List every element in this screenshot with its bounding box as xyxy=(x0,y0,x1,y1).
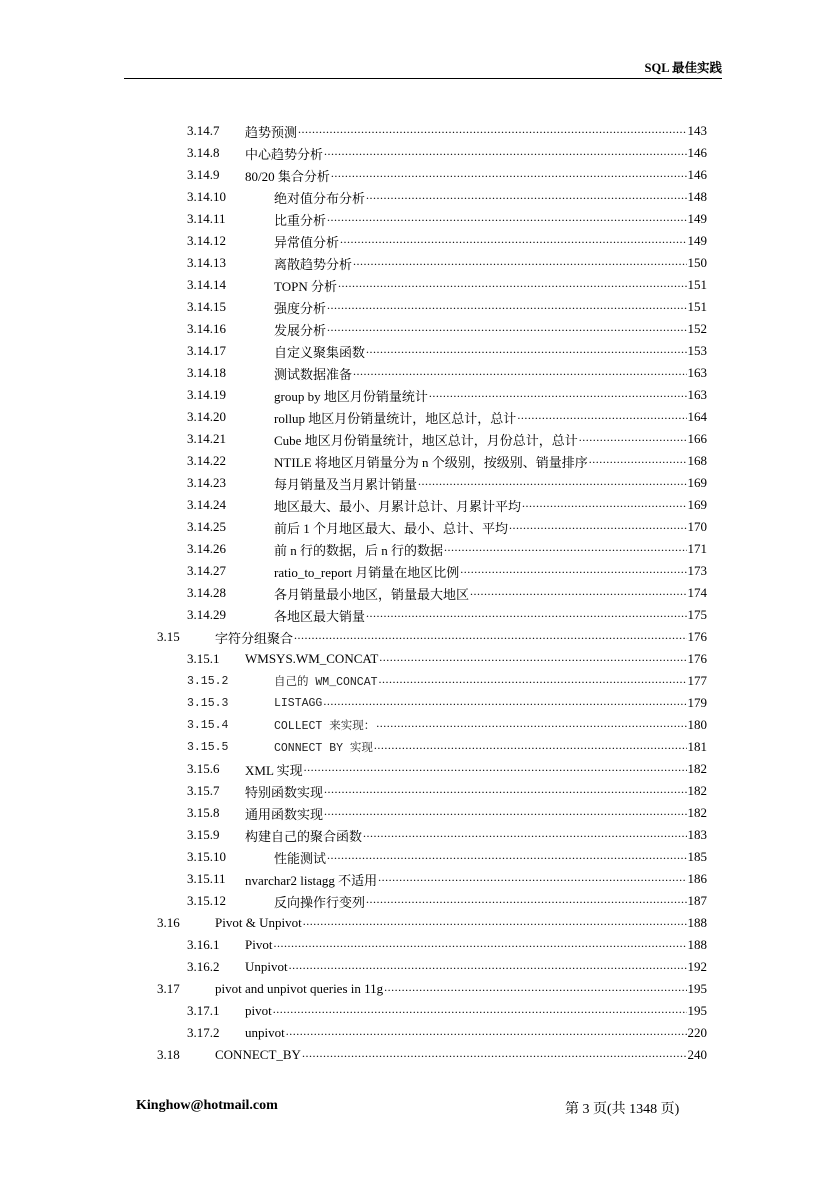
toc-dot-leader xyxy=(444,542,686,556)
toc-entry[interactable] xyxy=(0,406,834,428)
toc-entry-number: 3.14.10 xyxy=(187,189,226,204)
toc-dot-leader xyxy=(429,388,687,402)
toc-entry-number: 3.15.5 xyxy=(187,740,229,754)
toc-entry-number: 3.15.10 xyxy=(187,849,226,864)
toc-dot-leader xyxy=(384,982,686,996)
toc-entry-page: 220 xyxy=(687,1025,707,1040)
toc-entry-page: 188 xyxy=(687,937,707,952)
toc-entry-page: 187 xyxy=(687,893,707,908)
toc-entry-title: 自己的 WM_CONCAT xyxy=(274,676,378,689)
toc-dot-leader xyxy=(378,872,686,886)
toc-entry[interactable] xyxy=(0,1022,834,1044)
toc-entry-title: 通用函数实现 xyxy=(245,806,324,822)
toc-entry-number: 3.14.9 xyxy=(187,167,220,182)
toc-dot-leader xyxy=(294,630,686,644)
toc-entry-page: 183 xyxy=(687,827,707,842)
toc-entry-number: 3.14.12 xyxy=(187,233,226,248)
toc-entry[interactable] xyxy=(0,736,834,758)
toc-entry-number: 3.14.24 xyxy=(187,497,226,512)
toc-entry-page: 185 xyxy=(687,849,707,864)
toc-dot-leader xyxy=(374,740,687,754)
toc-entry[interactable] xyxy=(0,604,834,626)
toc-entry[interactable] xyxy=(0,560,834,582)
toc-entry-title: 自定义聚集函数 xyxy=(274,344,366,360)
toc-entry-title: pivot xyxy=(245,1003,272,1018)
toc-entry-number: 3.15.6 xyxy=(187,761,220,776)
toc-entry-page: 153 xyxy=(687,343,707,358)
toc-entry[interactable] xyxy=(0,230,834,252)
toc-entry[interactable] xyxy=(0,538,834,560)
toc-entry-title: rollup 地区月份销量统计，地区总计，总计 xyxy=(274,410,517,426)
toc-dot-leader xyxy=(366,344,686,358)
toc-entry-page: 148 xyxy=(687,189,707,204)
toc-dot-leader xyxy=(366,608,686,622)
toc-entry-title: 地区最大、最小、月累计总计、月累计平均 xyxy=(274,498,522,514)
toc-entry-title: Unpivot xyxy=(245,959,288,974)
footer-page-info: 第 3 页(共 1348 页) xyxy=(565,1102,680,1117)
toc-entry-title: nvarchar2 listagg 不适用 xyxy=(245,872,378,888)
toc-entry-page: 149 xyxy=(687,211,707,226)
toc-dot-leader xyxy=(363,828,686,842)
toc-entry-page: 170 xyxy=(687,519,707,534)
toc-entry-title-line xyxy=(274,584,707,603)
toc-entry-page: 163 xyxy=(687,387,707,402)
toc-entry-page: 173 xyxy=(687,563,707,578)
toc-entry[interactable] xyxy=(0,516,834,538)
toc-entry-page: 182 xyxy=(687,761,707,776)
toc-entry-number: 3.18 xyxy=(157,1047,180,1062)
toc-entry[interactable] xyxy=(0,648,834,670)
toc-dot-leader xyxy=(327,850,686,864)
toc-entry[interactable] xyxy=(0,274,834,296)
toc-entry-title-line xyxy=(274,386,707,405)
toc-entry-number: 3.14.8 xyxy=(187,145,220,160)
toc-entry-page: 180 xyxy=(687,717,707,732)
toc-dot-leader xyxy=(418,476,686,490)
toc-entry[interactable] xyxy=(0,934,834,956)
toc-entry-page: 240 xyxy=(687,1047,707,1062)
toc-entry-title: 字符分组聚合 xyxy=(215,630,294,646)
toc-entry[interactable] xyxy=(0,296,834,318)
toc-entry-title: TOPN 分析 xyxy=(274,278,337,294)
toc-entry[interactable] xyxy=(0,384,834,406)
toc-entry-page: 188 xyxy=(687,915,707,930)
toc-entry-title: Cube 地区月份销量统计，地区总计，月份总计，总计 xyxy=(274,432,578,448)
toc-entry-number: 3.14.22 xyxy=(187,453,226,468)
toc-entry-title-line xyxy=(274,739,707,755)
toc-entry[interactable] xyxy=(0,208,834,230)
toc-entry-page: 182 xyxy=(687,783,707,798)
toc-entry[interactable] xyxy=(0,626,834,648)
toc-entry-page: 175 xyxy=(687,607,707,622)
toc-entry-number: 3.14.28 xyxy=(187,585,226,600)
toc-entry-number: 3.15.9 xyxy=(187,827,220,842)
toc-entry-title-line xyxy=(215,915,707,931)
toc-dot-leader xyxy=(517,410,686,424)
toc-entry-title-line xyxy=(274,232,707,251)
toc-entry-number: 3.14.15 xyxy=(187,299,226,314)
toc-entry-page: 176 xyxy=(687,629,707,644)
toc-entry-number: 3.14.27 xyxy=(187,563,226,578)
toc-entry-number: 3.14.19 xyxy=(187,387,226,402)
toc-entry-title-line xyxy=(274,430,707,449)
toc-entry-number: 3.14.25 xyxy=(187,519,226,534)
toc-entry-title: 性能测试 xyxy=(274,850,327,866)
toc-dot-leader xyxy=(470,586,686,600)
toc-entry[interactable] xyxy=(0,956,834,978)
toc-entry-title: 各月销量最小地区，销量最大地区 xyxy=(274,586,470,602)
toc-entry-title-line xyxy=(274,518,707,537)
toc-entry[interactable] xyxy=(0,164,834,186)
footer-email: Kinghow@hotmail.com xyxy=(136,1098,278,1113)
toc-entry-number: 3.16.1 xyxy=(187,937,220,952)
toc-entry-page: 169 xyxy=(687,497,707,512)
toc-dot-leader xyxy=(331,168,687,182)
toc-entry-title-line xyxy=(245,651,707,667)
toc-entry-page: 163 xyxy=(687,365,707,380)
toc-entry-number: 3.14.7 xyxy=(187,123,220,138)
toc-entry[interactable] xyxy=(0,120,834,142)
toc-entry-title-line xyxy=(274,606,707,625)
toc-entry[interactable] xyxy=(0,142,834,164)
toc-entry-title: 趋势预测 xyxy=(245,124,298,140)
toc-dot-leader xyxy=(327,322,686,336)
toc-entry-title: 发展分析 xyxy=(274,322,327,338)
toc-entry-page: 166 xyxy=(687,431,707,446)
toc-entry-title-line xyxy=(215,1047,707,1063)
toc-entry-title-line xyxy=(274,892,707,911)
header-rule xyxy=(124,78,722,79)
toc-dot-leader xyxy=(327,300,686,314)
toc-dot-leader xyxy=(340,234,686,248)
toc-dot-leader xyxy=(289,960,687,974)
toc-entry-title-line xyxy=(274,717,707,733)
toc-entry[interactable] xyxy=(0,780,834,802)
toc-entry-title-line xyxy=(274,320,707,339)
toc-entry-page: 143 xyxy=(687,123,707,138)
toc-entry-title: 前后 1 个月地区最大、最小、总计、平均 xyxy=(274,520,509,536)
toc-entry-title-line xyxy=(245,959,707,975)
toc-entry-title: pivot and unpivot queries in 11g xyxy=(215,981,384,996)
toc-entry-page: 152 xyxy=(687,321,707,336)
toc-entry-title: NTILE 将地区月销量分为 n 个级别，按级别、销量排序 xyxy=(274,454,588,470)
toc-entry-title: 异常值分析 xyxy=(274,234,340,250)
toc-dot-leader xyxy=(353,256,686,270)
toc-entry[interactable] xyxy=(0,340,834,362)
toc-entry-number: 3.17 xyxy=(157,981,180,996)
toc-entry-page: 151 xyxy=(687,299,707,314)
toc-dot-leader xyxy=(286,1026,687,1040)
toc-entry-title-line xyxy=(245,166,707,185)
toc-entry[interactable] xyxy=(0,1000,834,1022)
toc-entry[interactable] xyxy=(0,846,834,868)
toc-entry-number: 3.15.1 xyxy=(187,651,220,666)
toc-entry-title: 反向操作行变列 xyxy=(274,894,366,910)
toc-dot-leader xyxy=(273,938,686,952)
toc-entry[interactable] xyxy=(0,802,834,824)
toc-entry[interactable] xyxy=(0,692,834,714)
toc-dot-leader xyxy=(323,696,686,710)
toc-entry-page: 150 xyxy=(687,255,707,270)
toc-dot-leader xyxy=(298,124,686,138)
toc-entry-page: 174 xyxy=(687,585,707,600)
toc-dot-leader xyxy=(376,718,686,732)
toc-entry-title: 中心趋势分析 xyxy=(245,146,324,162)
toc-entry-number: 3.15.8 xyxy=(187,805,220,820)
toc-entry-title: unpivot xyxy=(245,1025,285,1040)
toc-entry-title-line xyxy=(274,342,707,361)
toc-entry-title: 前 n 行的数据，后 n 行的数据 xyxy=(274,542,444,558)
toc-entry[interactable] xyxy=(0,890,834,912)
toc-entry[interactable] xyxy=(0,670,834,692)
toc-entry-title-line xyxy=(274,408,707,427)
toc-entry-title-line xyxy=(245,144,707,163)
toc-entry-title-line xyxy=(274,496,707,515)
toc-entry[interactable] xyxy=(0,912,834,934)
toc-entry-title: CONNECT_BY xyxy=(215,1047,301,1062)
toc-entry-number: 3.14.17 xyxy=(187,343,226,358)
toc-entry-number: 3.14.29 xyxy=(187,607,226,622)
toc-entry-number: 3.16.2 xyxy=(187,959,220,974)
toc-entry-number: 3.15.11 xyxy=(187,871,226,886)
toc-entry-page: 149 xyxy=(687,233,707,248)
toc-entry-page: 146 xyxy=(687,167,707,182)
toc-entry-title-line xyxy=(274,848,707,867)
toc-entry-number: 3.14.14 xyxy=(187,277,226,292)
toc-dot-leader xyxy=(327,212,686,226)
toc-entry[interactable] xyxy=(0,318,834,340)
toc-entry-page: 195 xyxy=(687,981,707,996)
toc-entry-number: 3.14.26 xyxy=(187,541,226,556)
toc-entry-number: 3.14.18 xyxy=(187,365,226,380)
toc-entry-number: 3.17.2 xyxy=(187,1025,220,1040)
toc-entry-number: 3.14.11 xyxy=(187,211,226,226)
toc-entry-title-line xyxy=(274,452,707,471)
toc-entry-number: 3.15.3 xyxy=(187,696,229,710)
toc-entry-page: 164 xyxy=(687,409,707,424)
toc-entry-title: LISTAGG xyxy=(274,696,323,710)
toc-entry-number: 3.15.7 xyxy=(187,783,220,798)
toc-entry-page: 181 xyxy=(687,739,707,754)
toc-entry-title: Pivot & Unpivot xyxy=(215,915,302,930)
toc-entry[interactable] xyxy=(0,362,834,384)
toc-dot-leader xyxy=(304,762,687,776)
toc-dot-leader xyxy=(353,366,686,380)
toc-entry-page: 168 xyxy=(687,453,707,468)
toc-dot-leader xyxy=(379,652,686,666)
toc-entry-title: group by 地区月份销量统计 xyxy=(274,388,428,404)
toc-entry-title: WMSYS.WM_CONCAT xyxy=(245,651,379,666)
toc-entry-title-line xyxy=(274,695,707,711)
toc-dot-leader xyxy=(509,520,686,534)
toc-entry-page: 192 xyxy=(687,959,707,974)
toc-entry-title: CONNECT BY 实现 xyxy=(274,742,373,755)
toc-entry[interactable] xyxy=(0,582,834,604)
toc-entry[interactable] xyxy=(0,428,834,450)
toc-dot-leader xyxy=(324,784,686,798)
toc-entry-title: 强度分析 xyxy=(274,300,327,316)
toc-entry[interactable] xyxy=(0,450,834,472)
toc-entry-title: 每月销量及当月累计销量 xyxy=(274,476,418,492)
toc-entry-number: 3.14.21 xyxy=(187,431,226,446)
toc-entry-title-line xyxy=(245,870,707,889)
toc-dot-leader xyxy=(302,1048,687,1062)
toc-entry-title: COLLECT 来实现： xyxy=(274,720,376,733)
toc-entry-title-line xyxy=(274,276,707,295)
toc-dot-leader xyxy=(366,190,686,204)
toc-entry-page: 179 xyxy=(687,695,707,710)
toc-entry-title-line xyxy=(274,474,707,493)
toc-dot-leader xyxy=(460,564,686,578)
toc-entry-title-line xyxy=(274,298,707,317)
toc-entry-title-line xyxy=(245,1025,707,1041)
toc-entry-page: 186 xyxy=(687,871,707,886)
toc-entry-title-line xyxy=(274,254,707,273)
toc-entry-title-line xyxy=(215,628,707,647)
toc-entry-title-line xyxy=(245,782,707,801)
toc-entry[interactable] xyxy=(0,186,834,208)
toc-entry-title-line xyxy=(245,937,707,953)
toc-dot-leader xyxy=(338,278,687,292)
toc-entry[interactable] xyxy=(0,252,834,274)
toc-entry-title: Pivot xyxy=(245,937,273,952)
toc-entry-number: 3.15.4 xyxy=(187,718,229,732)
toc-dot-leader xyxy=(379,674,687,688)
toc-entry[interactable] xyxy=(0,978,834,1000)
toc-entry-title-line xyxy=(245,804,707,823)
toc-dot-leader xyxy=(579,432,687,446)
toc-entry-title-line xyxy=(274,673,707,689)
toc-dot-leader xyxy=(522,498,686,512)
toc-entry-number: 3.15 xyxy=(157,629,180,644)
toc-entry[interactable] xyxy=(0,714,834,736)
toc-entry[interactable] xyxy=(0,472,834,494)
toc-entry-title: 特别函数实现 xyxy=(245,784,324,800)
toc-entry-number: 3.14.16 xyxy=(187,321,226,336)
toc-entry-page: 176 xyxy=(687,651,707,666)
toc-entry[interactable] xyxy=(0,868,834,890)
toc-entry-title-line xyxy=(274,364,707,383)
toc-entry-page: 177 xyxy=(687,673,707,688)
toc-dot-leader xyxy=(324,146,686,160)
toc-entry-title: 比重分析 xyxy=(274,212,327,228)
toc-entry-number: 3.14.13 xyxy=(187,255,226,270)
toc-dot-leader xyxy=(324,806,686,820)
toc-entry-page: 171 xyxy=(687,541,707,556)
toc-entry-title: 离散趋势分析 xyxy=(274,256,353,272)
toc-entry-number: 3.17.1 xyxy=(187,1003,220,1018)
toc-entry-page: 151 xyxy=(687,277,707,292)
toc-entry-page: 146 xyxy=(687,145,707,160)
toc-entry-number: 3.16 xyxy=(157,915,180,930)
toc-entry-number: 3.15.12 xyxy=(187,893,226,908)
toc-entry-title-line xyxy=(245,1003,707,1019)
toc-entry-title-line xyxy=(274,210,707,229)
toc-entry-title: 构建自己的聚合函数 xyxy=(245,828,363,844)
toc-entry-number: 3.14.23 xyxy=(187,475,226,490)
toc-entry-title-line xyxy=(245,122,707,141)
toc-entry[interactable] xyxy=(0,1044,834,1066)
toc-entry-page: 182 xyxy=(687,805,707,820)
toc-entry-title: ratio_to_report 月销量在地区比例 xyxy=(274,564,460,580)
page-header-title: SQL 最佳实践 xyxy=(644,61,722,75)
toc-entry-title-line xyxy=(274,562,707,581)
toc-entry[interactable] xyxy=(0,824,834,846)
toc-entry-title-line xyxy=(245,760,707,779)
toc-entry-title: 各地区最大销量 xyxy=(274,608,366,624)
toc-entry-title-line xyxy=(274,540,707,559)
toc-entry[interactable] xyxy=(0,494,834,516)
toc-dot-leader xyxy=(366,894,686,908)
toc-entry-number: 3.14.20 xyxy=(187,409,226,424)
toc-entry-title-line xyxy=(274,188,707,207)
toc-entry-title: 80/20 集合分析 xyxy=(245,168,330,184)
toc-dot-leader xyxy=(589,454,687,468)
toc-entry-title-line xyxy=(245,826,707,845)
toc-entry-page: 195 xyxy=(687,1003,707,1018)
toc-entry-title: 测试数据准备 xyxy=(274,366,353,382)
toc-dot-leader xyxy=(303,916,687,930)
toc-entry-page: 169 xyxy=(687,475,707,490)
toc-dot-leader xyxy=(273,1004,687,1018)
toc-entry-number: 3.15.2 xyxy=(187,674,229,688)
toc-entry[interactable] xyxy=(0,758,834,780)
toc-entry-title: 绝对值分布分析 xyxy=(274,190,366,206)
toc-entry-title: XML 实现 xyxy=(245,762,303,778)
toc-entry-title-line xyxy=(215,981,707,997)
